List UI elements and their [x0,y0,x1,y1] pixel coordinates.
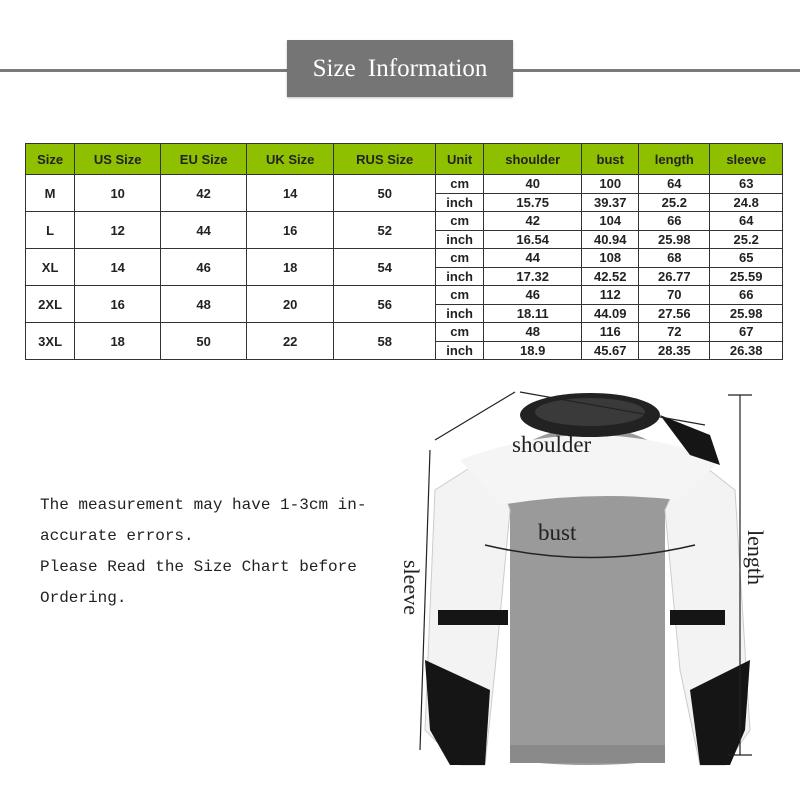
cell-bust-cm: 104 [582,212,639,231]
cell-us-size: 12 [75,212,161,249]
cell-size: M [26,175,75,212]
cell-eu-size: 42 [161,175,247,212]
cell-uk-size: 22 [247,323,334,360]
cell-sleeve-cm: 67 [710,323,783,342]
cell-unit-inch: inch [436,267,484,286]
cell-us-size: 14 [75,249,161,286]
cell-eu-size: 50 [161,323,247,360]
cell-length-inch: 27.56 [639,304,710,323]
size-table [25,143,783,360]
cell-bust-cm: 112 [582,286,639,305]
cell-sleeve-inch: 25.59 [710,267,783,286]
page-title: Size Information [312,54,488,82]
cell-unit-cm: cm [436,249,484,268]
col-shoulder: shoulder [484,144,582,175]
cell-unit-inch: inch [436,193,484,212]
cell-size: 2XL [26,286,75,323]
cell-sleeve-cm: 65 [710,249,783,268]
note-line: Ordering. [40,589,127,607]
cell-length-cm: 66 [639,212,710,231]
cell-length-cm: 70 [639,286,710,305]
cell-us-size: 18 [75,323,161,360]
col-eu-size: EU Size [161,144,247,175]
cell-unit-inch: inch [436,341,484,360]
cell-bust-inch: 39.37 [582,193,639,212]
cell-us-size: 10 [75,175,161,212]
shoulder-label: shoulder [512,432,592,457]
cell-rus-size: 52 [334,212,436,249]
cell-eu-size: 48 [161,286,247,323]
table-row [26,175,783,194]
col-sleeve: sleeve [710,144,783,175]
cell-unit-inch: inch [436,230,484,249]
cell-sleeve-cm: 63 [710,175,783,194]
col-size: Size [26,144,75,175]
col-uk-size: UK Size [247,144,334,175]
cell-rus-size: 58 [334,323,436,360]
col-length: length [639,144,710,175]
cell-unit-cm: cm [436,175,484,194]
cell-shoulder-inch: 16.54 [484,230,582,249]
cell-sleeve-inch: 25.98 [710,304,783,323]
cell-eu-size: 46 [161,249,247,286]
col-us-size: US Size [75,144,161,175]
note-line: Please Read the Size Chart before [40,558,357,576]
table-row [26,212,783,231]
cell-length-cm: 64 [639,175,710,194]
cell-size: XL [26,249,75,286]
col-rus-size: RUS Size [334,144,436,175]
cell-length-inch: 25.98 [639,230,710,249]
cell-bust-inch: 44.09 [582,304,639,323]
divider-left [0,69,288,72]
sweater-measurement-diagram [390,370,800,790]
cell-us-size: 16 [75,286,161,323]
cell-bust-inch: 40.94 [582,230,639,249]
table-row [26,323,783,342]
cell-uk-size: 18 [247,249,334,286]
cell-shoulder-cm: 44 [484,249,582,268]
cell-sleeve-inch: 26.38 [710,341,783,360]
cell-uk-size: 16 [247,212,334,249]
cell-shoulder-inch: 18.9 [484,341,582,360]
sweater-illustration [390,370,800,790]
cell-length-inch: 28.35 [639,341,710,360]
cell-bust-cm: 108 [582,249,639,268]
cell-eu-size: 44 [161,212,247,249]
divider-right [512,69,800,72]
table-row [26,249,783,268]
cell-bust-cm: 116 [582,323,639,342]
cell-size: L [26,212,75,249]
cell-bust-inch: 45.67 [582,341,639,360]
cell-rus-size: 50 [334,175,436,212]
table-header-row [26,144,783,175]
cell-uk-size: 20 [247,286,334,323]
cell-unit-inch: inch [436,304,484,323]
note-line: The measurement may have 1-3cm in- [40,496,367,514]
cell-unit-cm: cm [436,286,484,305]
cell-length-inch: 25.2 [639,193,710,212]
cell-shoulder-cm: 40 [484,175,582,194]
cell-shoulder-inch: 17.32 [484,267,582,286]
cell-sleeve-cm: 64 [710,212,783,231]
cell-unit-cm: cm [436,323,484,342]
cell-length-cm: 72 [639,323,710,342]
cell-bust-cm: 100 [582,175,639,194]
cell-shoulder-cm: 42 [484,212,582,231]
cell-sleeve-inch: 24.8 [710,193,783,212]
cell-sleeve-inch: 25.2 [710,230,783,249]
sleeve-label: sleeve [399,560,424,615]
cell-size: 3XL [26,323,75,360]
table-row [26,286,783,305]
col-bust: bust [582,144,639,175]
cell-unit-cm: cm [436,212,484,231]
cell-shoulder-cm: 46 [484,286,582,305]
col-unit: Unit [436,144,484,175]
cell-shoulder-cm: 48 [484,323,582,342]
cell-rus-size: 56 [334,286,436,323]
measurement-note [40,490,366,614]
cell-uk-size: 14 [247,175,334,212]
cell-length-cm: 68 [639,249,710,268]
cell-sleeve-cm: 66 [710,286,783,305]
bust-label: bust [538,520,577,545]
cell-rus-size: 54 [334,249,436,286]
length-label: length [743,530,768,585]
cell-bust-inch: 42.52 [582,267,639,286]
title-banner [287,40,513,97]
cell-shoulder-inch: 18.11 [484,304,582,323]
cell-length-inch: 26.77 [639,267,710,286]
cell-shoulder-inch: 15.75 [484,193,582,212]
note-line: accurate errors. [40,527,194,545]
